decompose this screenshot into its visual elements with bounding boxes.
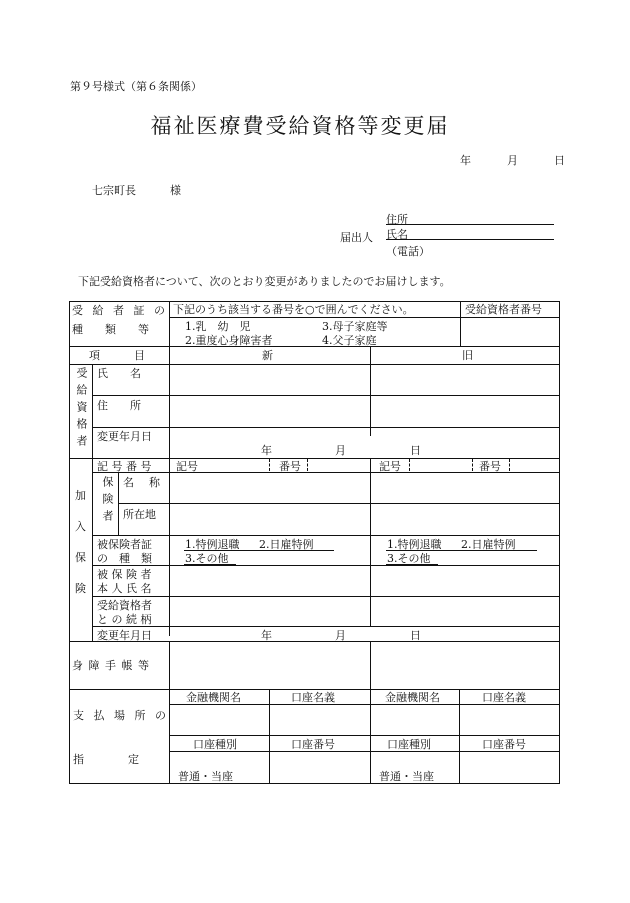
- old-header: 旧: [462, 349, 473, 362]
- addressee-name: 七宗町長: [92, 184, 136, 197]
- old-address-field[interactable]: [371, 396, 560, 427]
- change-form-table: [69, 301, 560, 784]
- old-insured-name-field[interactable]: [371, 566, 560, 596]
- intro-text: 下記受給資格者について、次のとおり変更がありましたのでお届けします。: [78, 275, 451, 288]
- insured-name-label-2: 本 人 氏 名: [97, 582, 152, 595]
- new-account-number-field[interactable]: [270, 752, 370, 784]
- insurance-label-1: 加: [75, 489, 86, 502]
- new-bank-label: 金融機関名: [186, 691, 241, 704]
- recipient-vertical-label: 受給資格者: [75, 367, 88, 452]
- date-year: 年: [460, 154, 471, 167]
- new-number-label: 番号: [279, 460, 301, 473]
- applicant-phone-label: （電話）: [386, 245, 430, 258]
- new-bank-field[interactable]: [170, 705, 269, 735]
- old-insurer-name-field[interactable]: [371, 473, 560, 503]
- insurer-name-label: 名 称: [123, 476, 162, 489]
- old-option-special-retire[interactable]: 1.特例退職: [387, 538, 442, 551]
- new-holder-label: 口座名義: [291, 691, 335, 704]
- applicant-name-field[interactable]: [386, 226, 554, 240]
- addressee-honorific: 様: [170, 184, 181, 197]
- new-symbol-label: 記号: [176, 460, 198, 473]
- applicant-address-field[interactable]: [386, 211, 554, 225]
- date-day: 日: [554, 154, 565, 167]
- new-relation-field[interactable]: [170, 597, 370, 626]
- type-option-single-father[interactable]: 4.父子家庭: [322, 334, 377, 347]
- old-bank-field[interactable]: [371, 705, 459, 735]
- address-label: 住所: [386, 213, 408, 226]
- insurance-change-year[interactable]: 年: [261, 629, 272, 642]
- recipient-change-year[interactable]: 年: [261, 444, 272, 457]
- new-insurer-name-field[interactable]: [170, 473, 370, 503]
- old-option-other[interactable]: 3.その他: [387, 552, 431, 565]
- insurer-location-label: 所在地: [123, 508, 156, 521]
- new-disability-field[interactable]: [170, 642, 370, 689]
- insurance-label-2: 入: [75, 520, 86, 533]
- recipient-change-month[interactable]: 月: [335, 444, 346, 457]
- relation-label: 受給資格者: [97, 599, 152, 612]
- form-number: 第９号様式（第６条関係）: [70, 80, 202, 93]
- old-holder-field[interactable]: [460, 705, 560, 735]
- insurance-label-4: 険: [75, 582, 86, 595]
- submission-date: [460, 152, 565, 168]
- type-option-infant[interactable]: 1.乳 幼 児: [185, 320, 251, 333]
- type-option-single-mother[interactable]: 3.母子家庭等: [322, 320, 388, 333]
- old-account-type-label: 口座種別: [387, 738, 431, 751]
- insurance-label-3: 保: [75, 551, 86, 564]
- new-name-field[interactable]: [170, 365, 370, 395]
- insured-cert-label: 被保険者証: [97, 538, 152, 551]
- type-option-disabled[interactable]: 2.重度心身障害者: [185, 334, 273, 347]
- old-number-label: 番号: [479, 460, 501, 473]
- recipient-number-field[interactable]: [461, 318, 559, 346]
- insured-cert-label-2: の 種 類: [97, 552, 152, 565]
- disability-label: 身 障 手 帳 等: [72, 659, 150, 672]
- new-address-field[interactable]: [170, 396, 370, 427]
- old-symbol-label: 記号: [379, 460, 401, 473]
- new-insured-name-field[interactable]: [170, 566, 370, 596]
- insured-name-label: 被 保 険 者: [97, 568, 152, 581]
- new-account-type-label: 口座種別: [193, 738, 237, 751]
- old-bank-label: 金融機関名: [385, 691, 440, 704]
- old-name-field[interactable]: [371, 365, 560, 395]
- new-option-other[interactable]: 3.その他: [185, 552, 229, 565]
- old-holder-label: 口座名義: [482, 691, 526, 704]
- insurance-change-day[interactable]: 日: [410, 629, 421, 642]
- name-label: 氏名: [386, 228, 408, 241]
- recipient-address-label: 住 所: [97, 399, 141, 412]
- new-header: 新: [262, 349, 273, 362]
- applicant-label: 届出人: [340, 231, 373, 244]
- payment-label-2: 指 定: [73, 753, 139, 766]
- date-month: 月: [507, 154, 518, 167]
- recipient-change-date-label: 変更年月日: [97, 430, 152, 443]
- instruction-text: 下記のうち該当する番号を○で囲んでください。: [173, 303, 414, 316]
- old-relation-field[interactable]: [371, 597, 560, 626]
- old-insurer-location-field[interactable]: [371, 504, 560, 535]
- recipient-change-day[interactable]: 日: [410, 444, 421, 457]
- addressee: [92, 182, 181, 198]
- new-holder-field[interactable]: [270, 705, 370, 735]
- new-option-special-retire[interactable]: 1.特例退職: [185, 538, 240, 551]
- old-disability-field[interactable]: [371, 642, 560, 689]
- cert-type-label: 受 給 者 証 の: [72, 304, 168, 317]
- old-option-daily-special[interactable]: 2.日雇特例: [461, 538, 516, 551]
- insurance-change-month[interactable]: 月: [335, 629, 346, 642]
- new-insurer-location-field[interactable]: [170, 504, 370, 535]
- insurance-change-date-label: 変更年月日: [97, 629, 152, 642]
- page-title: 福祉医療費受給資格等変更届: [150, 114, 450, 138]
- recipient-name-label: 氏 名: [97, 367, 141, 380]
- new-account-number-label: 口座番号: [291, 738, 335, 751]
- cert-type-label-2: 種 類 等: [72, 323, 149, 336]
- payment-label: 支 払 場 所 の: [73, 709, 169, 722]
- item-header: 項 目: [89, 349, 149, 362]
- old-account-number-field[interactable]: [460, 752, 560, 784]
- recipient-number-label: 受給資格者番号: [465, 303, 542, 316]
- insurer-vertical-label: 保険者: [101, 476, 114, 527]
- old-account-number-label: 口座番号: [482, 738, 526, 751]
- old-account-type-options[interactable]: 普通・当座: [379, 770, 434, 783]
- new-option-daily-special[interactable]: 2.日雇特例: [259, 538, 314, 551]
- relation-label-2: と の 続 柄: [97, 613, 152, 626]
- symbol-number-label: 記 号 番 号: [97, 460, 152, 473]
- new-account-type-options[interactable]: 普通・当座: [178, 770, 233, 783]
